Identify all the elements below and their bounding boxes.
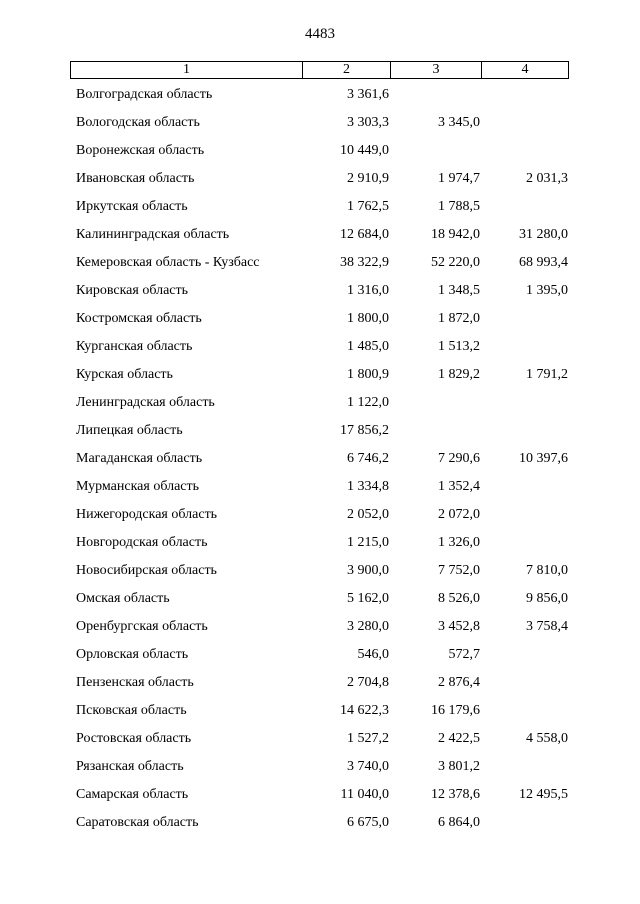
table-row xyxy=(0,279,640,307)
value-col-3: 52 220,0 xyxy=(431,255,480,270)
table-row xyxy=(0,643,640,671)
value-col-3: 12 378,6 xyxy=(431,787,480,802)
table-row xyxy=(0,811,640,839)
region-name: Ивановская область xyxy=(76,171,195,186)
table-row xyxy=(0,307,640,335)
table-row xyxy=(0,727,640,755)
table-body xyxy=(0,83,640,839)
region-name: Псковская область xyxy=(76,703,187,718)
value-col-3: 16 179,6 xyxy=(431,703,480,718)
column-header-3: 3 xyxy=(391,62,482,78)
value-col-2: 1 316,0 xyxy=(347,283,389,298)
region-name: Рязанская область xyxy=(76,759,184,774)
value-col-3: 3 345,0 xyxy=(438,115,480,130)
region-name: Кировская область xyxy=(76,283,189,298)
value-col-4: 4 558,0 xyxy=(526,731,568,746)
region-name: Ростовская область xyxy=(76,731,192,746)
table-row xyxy=(0,587,640,615)
value-col-2: 1 334,8 xyxy=(347,479,389,494)
value-col-3: 1 326,0 xyxy=(438,535,480,550)
region-name: Омская область xyxy=(76,591,170,606)
value-col-2: 2 704,8 xyxy=(347,675,389,690)
value-col-3: 2 072,0 xyxy=(438,507,480,522)
value-col-2: 1 800,9 xyxy=(347,367,389,382)
value-col-2: 3 280,0 xyxy=(347,619,389,634)
table-row xyxy=(0,699,640,727)
value-col-2: 6 746,2 xyxy=(347,451,389,466)
value-col-3: 1 348,5 xyxy=(438,283,480,298)
region-name: Курская область xyxy=(76,367,173,382)
region-name: Вологодская область xyxy=(76,115,200,130)
value-col-3: 3 452,8 xyxy=(438,619,480,634)
table-row xyxy=(0,475,640,503)
region-name: Костромская область xyxy=(76,311,202,326)
value-col-2: 1 122,0 xyxy=(347,395,389,410)
region-name: Воронежская область xyxy=(76,143,205,158)
value-col-4: 1 791,2 xyxy=(526,367,568,382)
region-name: Саратовская область xyxy=(76,815,199,830)
value-col-4: 7 810,0 xyxy=(526,563,568,578)
table-row xyxy=(0,531,640,559)
table-header xyxy=(70,61,569,79)
value-col-4: 3 758,4 xyxy=(526,619,568,634)
region-name: Орловская область xyxy=(76,647,189,662)
region-name: Иркутская область xyxy=(76,199,188,214)
value-col-2: 1 800,0 xyxy=(347,311,389,326)
table-row xyxy=(0,139,640,167)
value-col-2: 10 449,0 xyxy=(340,143,389,158)
table-row xyxy=(0,195,640,223)
table-row xyxy=(0,167,640,195)
value-col-3: 7 752,0 xyxy=(438,563,480,578)
value-col-2: 3 361,6 xyxy=(347,87,389,102)
table-row xyxy=(0,223,640,251)
value-col-2: 1 215,0 xyxy=(347,535,389,550)
value-col-3: 2 422,5 xyxy=(438,731,480,746)
value-col-2: 2 052,0 xyxy=(347,507,389,522)
value-col-2: 38 322,9 xyxy=(340,255,389,270)
value-col-3: 1 513,2 xyxy=(438,339,480,354)
region-name: Новгородская область xyxy=(76,535,208,550)
region-name: Нижегородская область xyxy=(76,507,218,522)
table-row xyxy=(0,447,640,475)
value-col-3: 8 526,0 xyxy=(438,591,480,606)
table-row xyxy=(0,503,640,531)
table-row xyxy=(0,671,640,699)
region-name: Пензенская область xyxy=(76,675,194,690)
table-row xyxy=(0,559,640,587)
region-name: Новосибирская область xyxy=(76,563,217,578)
table-row xyxy=(0,755,640,783)
value-col-2: 3 900,0 xyxy=(347,563,389,578)
table-row xyxy=(0,111,640,139)
region-name: Липецкая область xyxy=(76,423,183,438)
value-col-2: 11 040,0 xyxy=(340,787,389,802)
value-col-3: 1 974,7 xyxy=(438,171,480,186)
table-row xyxy=(0,363,640,391)
value-col-2: 1 762,5 xyxy=(347,199,389,214)
region-name: Самарская область xyxy=(76,787,189,802)
value-col-3: 3 801,2 xyxy=(438,759,480,774)
column-header-4: 4 xyxy=(521,62,529,77)
value-col-2: 5 162,0 xyxy=(347,591,389,606)
table-row xyxy=(0,251,640,279)
value-col-3: 1 829,2 xyxy=(438,367,480,382)
column-header-2: 2 xyxy=(303,62,391,78)
region-name: Калининградская область xyxy=(76,227,230,242)
table-row xyxy=(0,335,640,363)
value-col-4: 12 495,5 xyxy=(519,787,568,802)
value-col-2: 14 622,3 xyxy=(340,703,389,718)
value-col-2: 6 675,0 xyxy=(347,815,389,830)
value-col-3: 2 876,4 xyxy=(438,675,480,690)
page-number: 4483 xyxy=(305,26,335,42)
value-col-3: 572,7 xyxy=(448,647,480,662)
value-col-2: 1 527,2 xyxy=(347,731,389,746)
region-name: Курганская область xyxy=(76,339,193,354)
value-col-3: 1 788,5 xyxy=(438,199,480,214)
region-name: Магаданская область xyxy=(76,451,203,466)
table-row xyxy=(0,83,640,111)
value-col-4: 9 856,0 xyxy=(526,591,568,606)
region-name: Мурманская область xyxy=(76,479,200,494)
table-row xyxy=(0,615,640,643)
value-col-4: 1 395,0 xyxy=(526,283,568,298)
value-col-3: 7 290,6 xyxy=(438,451,480,466)
value-col-3: 1 872,0 xyxy=(438,311,480,326)
region-name: Оренбургская область xyxy=(76,619,208,634)
value-col-2: 12 684,0 xyxy=(340,227,389,242)
value-col-3: 18 942,0 xyxy=(431,227,480,242)
region-name: Кемеровская область - Кузбасс xyxy=(76,255,260,270)
value-col-4: 2 031,3 xyxy=(526,171,568,186)
value-col-2: 546,0 xyxy=(357,647,389,662)
value-col-4: 10 397,6 xyxy=(519,451,568,466)
value-col-4: 31 280,0 xyxy=(519,227,568,242)
column-header-1: 1 xyxy=(71,62,303,78)
value-col-3: 1 352,4 xyxy=(438,479,480,494)
value-col-4: 68 993,4 xyxy=(519,255,568,270)
table-row xyxy=(0,783,640,811)
value-col-3: 6 864,0 xyxy=(438,815,480,830)
region-name: Ленинградская область xyxy=(76,395,215,410)
value-col-2: 2 910,9 xyxy=(347,171,389,186)
value-col-2: 3 740,0 xyxy=(347,759,389,774)
table-row xyxy=(0,391,640,419)
region-name: Волгоградская область xyxy=(76,87,213,102)
value-col-2: 1 485,0 xyxy=(347,339,389,354)
value-col-2: 3 303,3 xyxy=(347,115,389,130)
table-row xyxy=(0,419,640,447)
value-col-2: 17 856,2 xyxy=(340,423,389,438)
